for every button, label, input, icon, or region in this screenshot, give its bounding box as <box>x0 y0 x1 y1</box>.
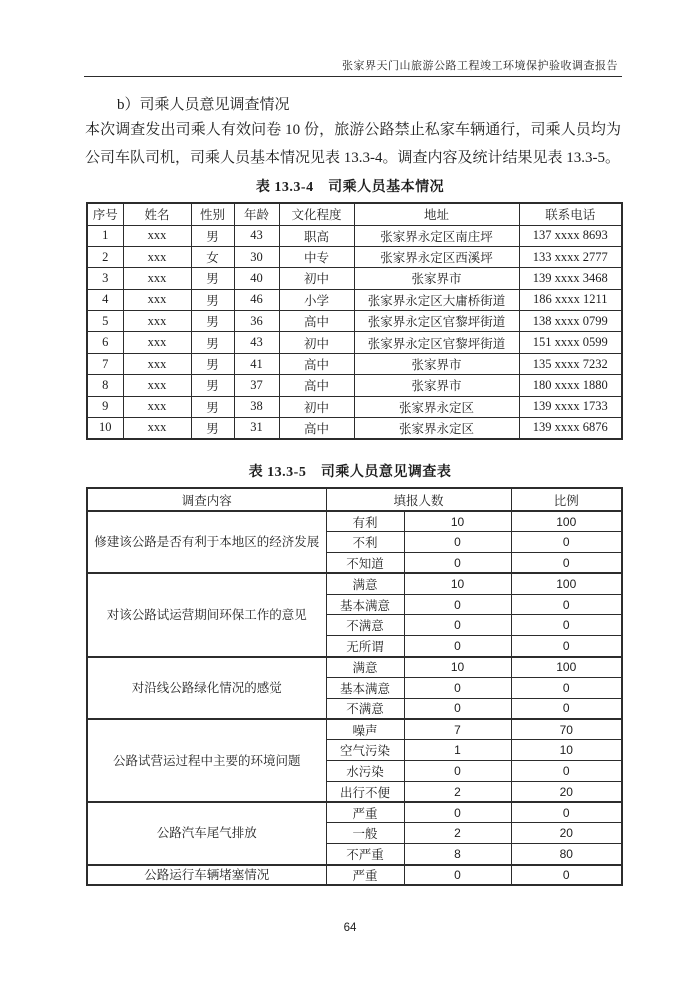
option-cell: 不满意 <box>326 615 404 636</box>
column-header: 调查内容 <box>87 488 326 511</box>
cell: 2 <box>87 246 123 267</box>
option-cell: 一般 <box>326 823 404 844</box>
percent-cell: 0 <box>511 553 622 574</box>
cell: 男 <box>191 396 234 417</box>
column-header: 序号 <box>87 203 123 225</box>
percent-cell: 0 <box>511 802 622 823</box>
cell: 张家界永定区南庄坪 <box>354 225 519 246</box>
table-row <box>87 311 622 332</box>
percent-cell: 0 <box>511 761 622 782</box>
cell: xxx <box>123 246 191 267</box>
count-cell: 0 <box>404 677 511 698</box>
cell: 37 <box>234 375 279 396</box>
cell: 186 xxxx 1211 <box>519 289 622 310</box>
option-cell: 不利 <box>326 532 404 553</box>
header-divider <box>84 76 622 77</box>
cell: 初中 <box>279 332 354 353</box>
basic-info-table <box>86 202 623 440</box>
cell: xxx <box>123 396 191 417</box>
count-cell: 0 <box>404 532 511 553</box>
cell: 中专 <box>279 246 354 267</box>
column-header: 文化程度 <box>279 203 354 225</box>
table-row <box>87 418 622 439</box>
table-row <box>87 353 622 374</box>
header-row <box>87 488 622 511</box>
table-row <box>87 719 622 740</box>
survey-table <box>86 487 623 886</box>
option-cell: 基本满意 <box>326 677 404 698</box>
cell: 180 xxxx 1880 <box>519 375 622 396</box>
cell: 38 <box>234 396 279 417</box>
basic-info-table-body <box>87 225 622 439</box>
cell: 男 <box>191 268 234 289</box>
survey-topic-cell: 对该公路试运营期间环保工作的意见 <box>87 573 326 656</box>
survey-table-body <box>87 511 622 885</box>
cell: 男 <box>191 375 234 396</box>
table-row <box>87 375 622 396</box>
cell: 张家界市 <box>354 353 519 374</box>
cell: 151 xxxx 0599 <box>519 332 622 353</box>
page-number: 64 <box>343 922 357 934</box>
percent-cell: 10 <box>511 740 622 761</box>
cell: 女 <box>191 246 234 267</box>
cell: xxx <box>123 311 191 332</box>
cell: 张家界永定区 <box>354 418 519 439</box>
count-cell: 0 <box>404 698 511 719</box>
option-cell: 严重 <box>326 802 404 823</box>
cell: xxx <box>123 268 191 289</box>
cell: 5 <box>87 311 123 332</box>
cell: 36 <box>234 311 279 332</box>
cell: 张家界永定区官黎坪街道 <box>354 332 519 353</box>
table-row <box>87 289 622 310</box>
count-cell: 0 <box>404 594 511 615</box>
table-row <box>87 657 622 678</box>
cell: xxx <box>123 289 191 310</box>
option-cell: 空气污染 <box>326 740 404 761</box>
cell: 7 <box>87 353 123 374</box>
cell: 初中 <box>279 396 354 417</box>
cell: 男 <box>191 332 234 353</box>
cell: 张家界永定区西溪坪 <box>354 246 519 267</box>
cell: 高中 <box>279 418 354 439</box>
cell: 张家界永定区大庸桥街道 <box>354 289 519 310</box>
table-row <box>87 268 622 289</box>
percent-cell: 0 <box>511 677 622 698</box>
count-cell: 0 <box>404 802 511 823</box>
percent-cell: 0 <box>511 865 622 886</box>
cell: 张家界市 <box>354 268 519 289</box>
column-header: 性别 <box>191 203 234 225</box>
cell: 高中 <box>279 375 354 396</box>
table-row <box>87 865 622 886</box>
column-header: 比例 <box>511 488 622 511</box>
cell: xxx <box>123 418 191 439</box>
option-cell: 满意 <box>326 657 404 678</box>
survey-topic-cell: 修建该公路是否有利于本地区的经济发展 <box>87 511 326 573</box>
cell: 41 <box>234 353 279 374</box>
cell: 职高 <box>279 225 354 246</box>
cell: 139 xxxx 1733 <box>519 396 622 417</box>
cell: xxx <box>123 375 191 396</box>
percent-cell: 0 <box>511 698 622 719</box>
percent-cell: 100 <box>511 657 622 678</box>
survey-topic-cell: 公路运行车辆堵塞情况 <box>87 865 326 886</box>
column-header: 联系电话 <box>519 203 622 225</box>
table-row <box>87 573 622 594</box>
percent-cell: 80 <box>511 844 622 865</box>
column-header: 年龄 <box>234 203 279 225</box>
cell: 30 <box>234 246 279 267</box>
cell: 135 xxxx 7232 <box>519 353 622 374</box>
doc-header-title: 张家界天门山旅游公路工程竣工环境保护验收调查报告 <box>342 60 618 72</box>
table-caption-survey: 表 13.3-5 司乘人员意见调查表 <box>248 465 452 480</box>
column-header: 地址 <box>354 203 519 225</box>
cell: 男 <box>191 353 234 374</box>
count-cell: 10 <box>404 573 511 594</box>
survey-topic-cell: 对沿线公路绿化情况的感觉 <box>87 657 326 719</box>
count-cell: 2 <box>404 823 511 844</box>
count-cell: 0 <box>404 553 511 574</box>
percent-cell: 20 <box>511 781 622 802</box>
cell: 男 <box>191 311 234 332</box>
cell: 初中 <box>279 268 354 289</box>
count-cell: 0 <box>404 865 511 886</box>
survey-topic-cell: 公路汽车尾气排放 <box>87 802 326 864</box>
cell: 9 <box>87 396 123 417</box>
survey-topic-cell: 公路试营运过程中主要的环境问题 <box>87 719 326 802</box>
cell: 139 xxxx 6876 <box>519 418 622 439</box>
cell: 男 <box>191 289 234 310</box>
cell: 6 <box>87 332 123 353</box>
column-header: 姓名 <box>123 203 191 225</box>
option-cell: 不严重 <box>326 844 404 865</box>
cell: xxx <box>123 225 191 246</box>
cell: 137 xxxx 8693 <box>519 225 622 246</box>
cell: 3 <box>87 268 123 289</box>
section-heading: b）司乘人员意见调查情况 <box>117 97 290 113</box>
option-cell: 噪声 <box>326 719 404 740</box>
cell: 43 <box>234 332 279 353</box>
cell: 高中 <box>279 353 354 374</box>
cell: 10 <box>87 418 123 439</box>
cell: 43 <box>234 225 279 246</box>
option-cell: 不满意 <box>326 698 404 719</box>
cell: 小学 <box>279 289 354 310</box>
count-cell: 0 <box>404 636 511 657</box>
cell: 46 <box>234 289 279 310</box>
cell: 高中 <box>279 311 354 332</box>
cell: 40 <box>234 268 279 289</box>
percent-cell: 70 <box>511 719 622 740</box>
table-row <box>87 246 622 267</box>
cell: 4 <box>87 289 123 310</box>
cell: 138 xxxx 0799 <box>519 311 622 332</box>
table-row <box>87 225 622 246</box>
paragraph-line: 公司车队司机，司乘人员基本情况见表 13.3-4。调查内容及统计结果见表 13.3-5。 <box>85 150 620 166</box>
option-cell: 有利 <box>326 511 404 532</box>
count-cell: 2 <box>404 781 511 802</box>
cell: 1 <box>87 225 123 246</box>
option-cell: 出行不便 <box>326 781 404 802</box>
percent-cell: 100 <box>511 511 622 532</box>
count-cell: 10 <box>404 511 511 532</box>
column-header: 填报人数 <box>326 488 511 511</box>
percent-cell: 20 <box>511 823 622 844</box>
table-row <box>87 332 622 353</box>
count-cell: 10 <box>404 657 511 678</box>
cell: xxx <box>123 332 191 353</box>
cell: 31 <box>234 418 279 439</box>
count-cell: 0 <box>404 761 511 782</box>
table-row <box>87 511 622 532</box>
percent-cell: 0 <box>511 636 622 657</box>
option-cell: 无所谓 <box>326 636 404 657</box>
paragraph-line: 本次调查发出司乘人有效问卷 10 份，旅游公路禁止私家车辆通行，司乘人员均为 <box>85 122 621 138</box>
cell: 张家界永定区官黎坪街道 <box>354 311 519 332</box>
basic-info-table-head <box>87 203 622 225</box>
cell: 8 <box>87 375 123 396</box>
percent-cell: 100 <box>511 573 622 594</box>
count-cell: 1 <box>404 740 511 761</box>
header-row <box>87 203 622 225</box>
option-cell: 严重 <box>326 865 404 886</box>
table-row <box>87 802 622 823</box>
cell: 张家界市 <box>354 375 519 396</box>
cell: 133 xxxx 2777 <box>519 246 622 267</box>
cell: 男 <box>191 225 234 246</box>
table-row <box>87 396 622 417</box>
table-caption-basic-info: 表 13.3-4 司乘人员基本情况 <box>255 180 445 195</box>
cell: 张家界永定区 <box>354 396 519 417</box>
percent-cell: 0 <box>511 615 622 636</box>
count-cell: 7 <box>404 719 511 740</box>
percent-cell: 0 <box>511 532 622 553</box>
count-cell: 0 <box>404 615 511 636</box>
option-cell: 水污染 <box>326 761 404 782</box>
cell: xxx <box>123 353 191 374</box>
survey-table-head <box>87 488 622 511</box>
cell: 男 <box>191 418 234 439</box>
percent-cell: 0 <box>511 594 622 615</box>
count-cell: 8 <box>404 844 511 865</box>
option-cell: 基本满意 <box>326 594 404 615</box>
option-cell: 满意 <box>326 573 404 594</box>
option-cell: 不知道 <box>326 553 404 574</box>
cell: 139 xxxx 3468 <box>519 268 622 289</box>
